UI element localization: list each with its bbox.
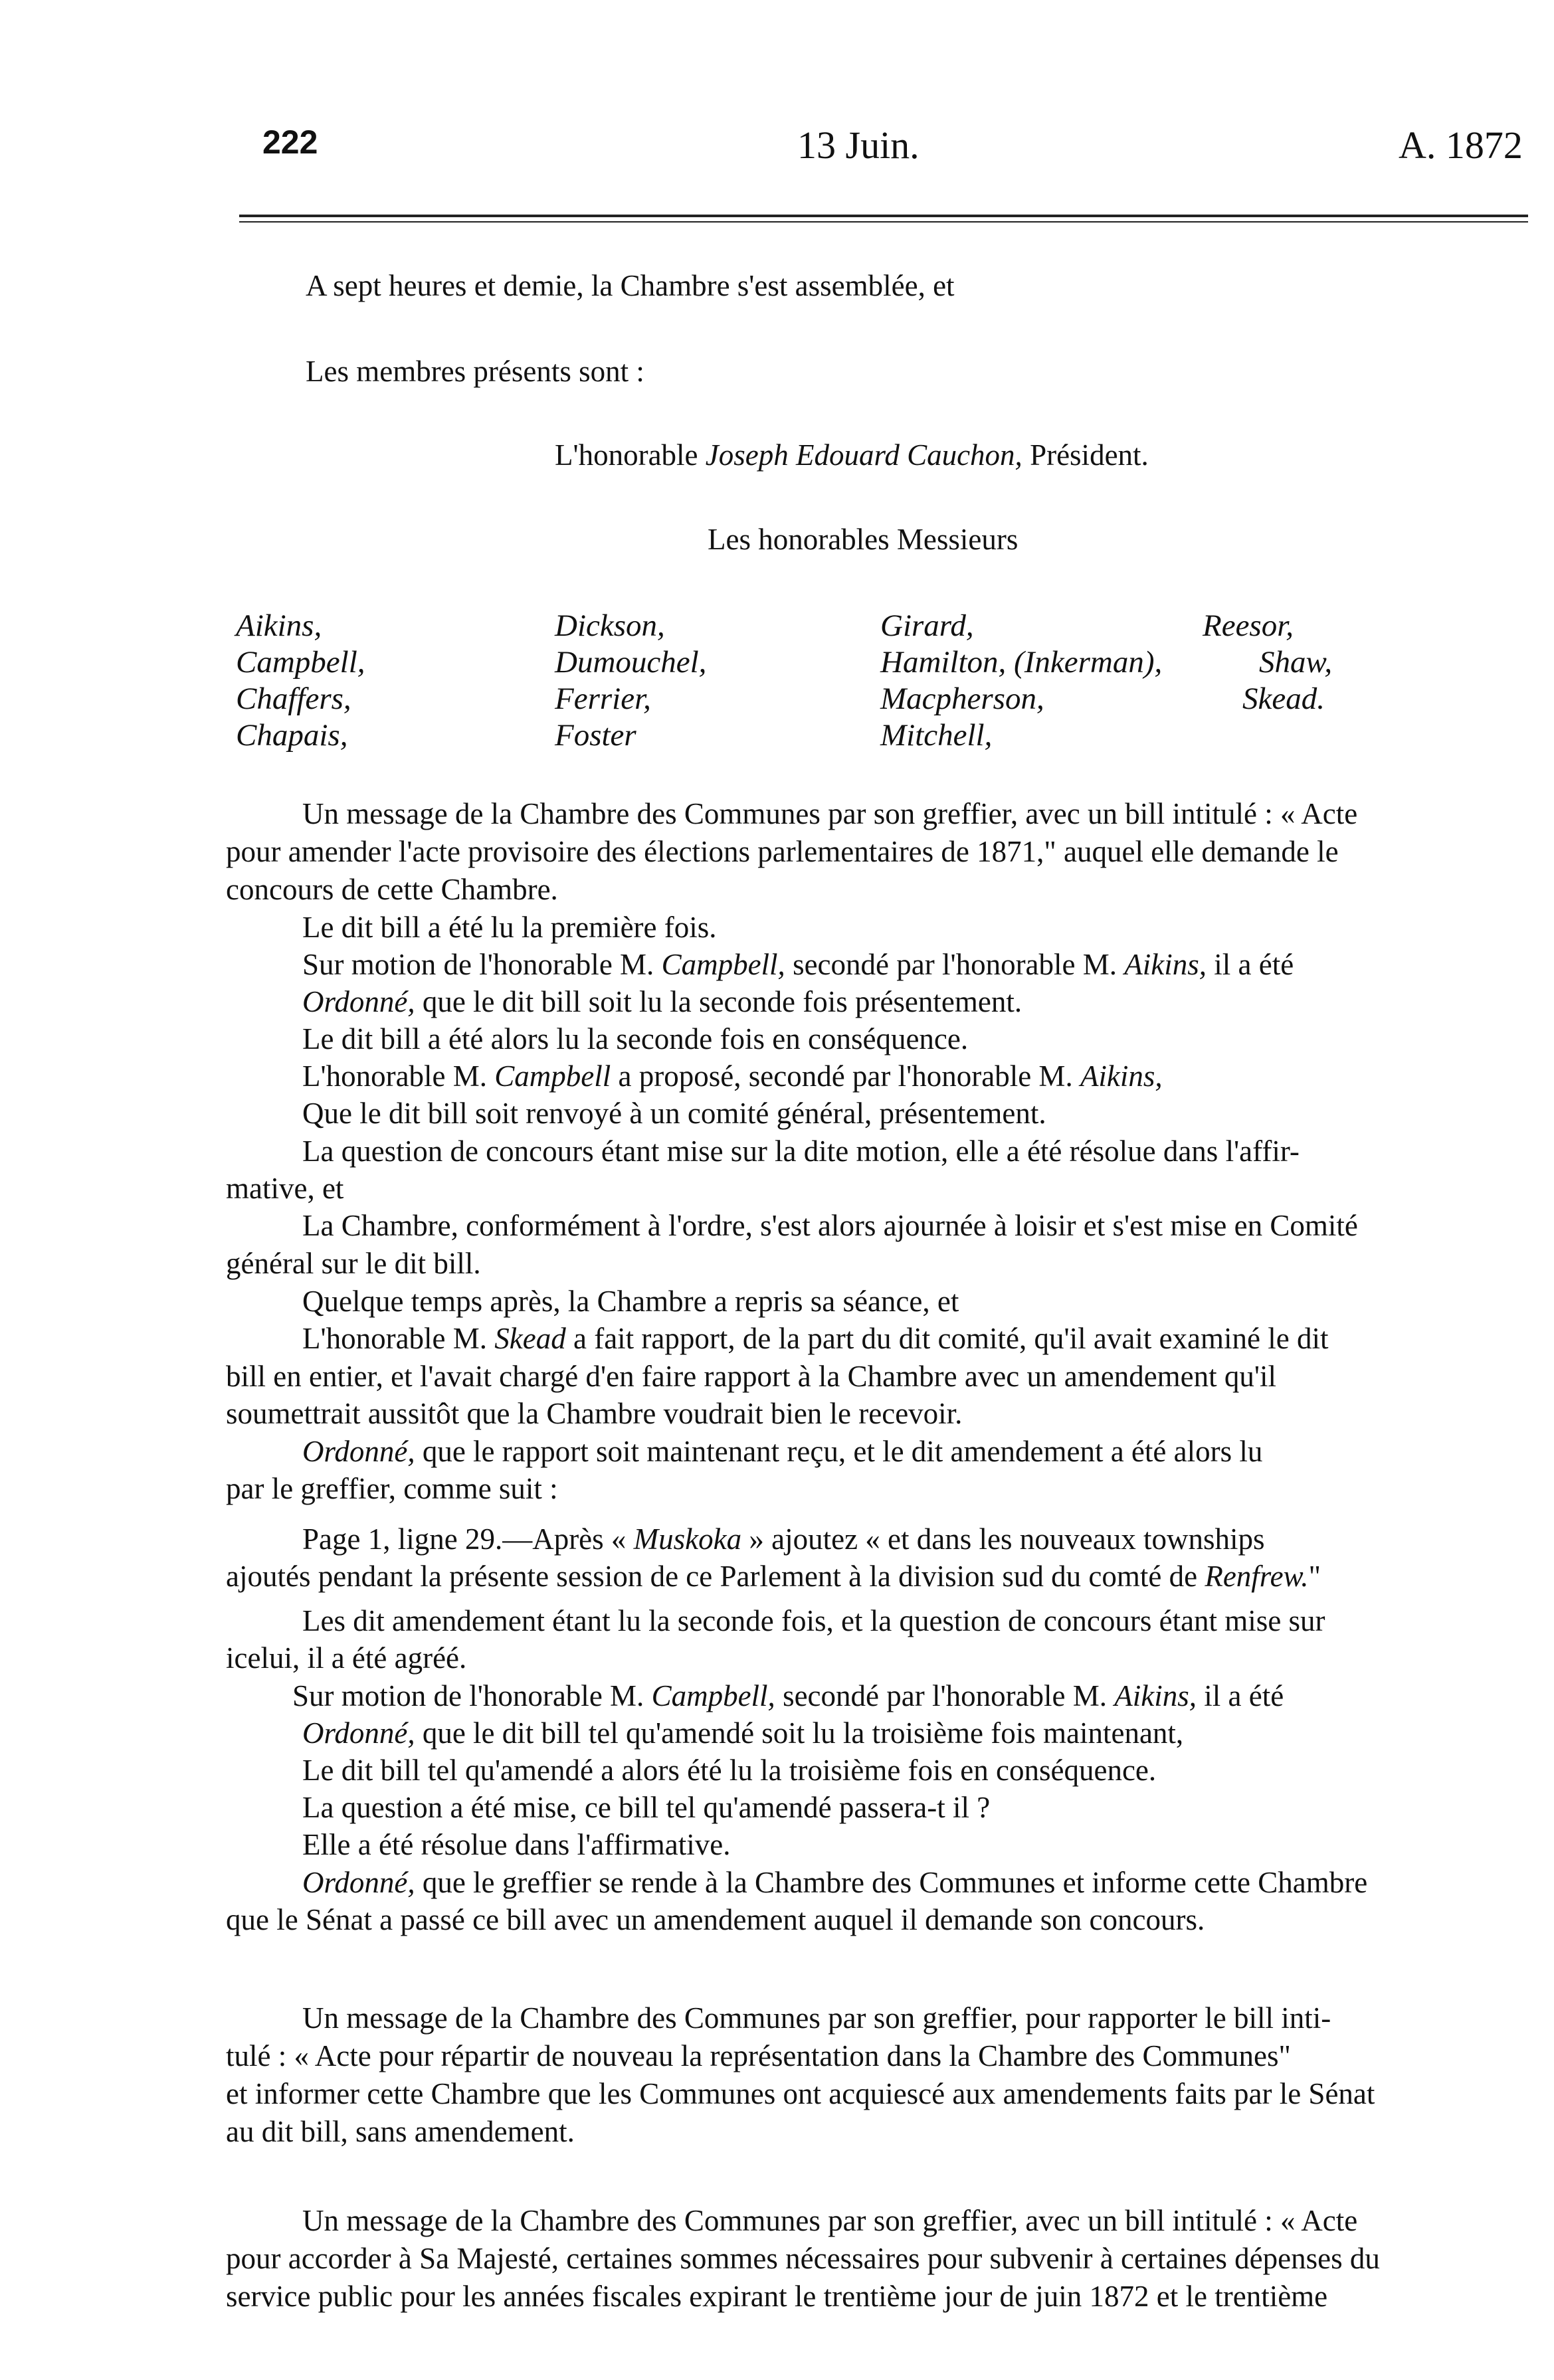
- para1-line: Sur motion de l'honorable M. Campbell, secondé par l'honorable M. Aikins, il a été: [302, 948, 1294, 981]
- para3-line: pour accorder à Sa Majesté, certaines sommes nécessaires pour subvenir à certaines dépenses du: [226, 2242, 1380, 2275]
- member-name: Shaw,: [1259, 645, 1333, 680]
- para1-line: Les dit amendement étant lu la seconde fois, et la question de concours étant mise sur: [302, 1604, 1325, 1637]
- para3-line: service public pour les années fiscales expirant le trentième jour de juin 1872 et le trentième: [226, 2280, 1328, 2313]
- member-name: Dumouchel,: [555, 645, 707, 680]
- member-name: Hamilton, (Inkerman),: [880, 645, 1163, 680]
- page-date: 13 Juin.: [797, 124, 920, 167]
- member-name: Campbell,: [236, 645, 365, 680]
- para1-line: Page 1, ligne 29.—Après « Muskoka » ajoutez « et dans les nouveaux townships: [302, 1522, 1265, 1556]
- para1-line: Le dit bill a été lu la première fois.: [302, 911, 717, 944]
- para1-line: Le dit bill tel qu'amendé a alors été lu la troisième fois en conséquence.: [302, 1754, 1157, 1787]
- member-name: Mitchell,: [880, 718, 993, 753]
- para1-line: Ordonné, que le rapport soit maintenant reçu, et le dit amendement a été alors lu: [302, 1435, 1263, 1468]
- para2-line: et informer cette Chambre que les Communes ont acquiescé aux amendements faits par le Sénat: [226, 2077, 1375, 2110]
- header-rule-bottom: [239, 221, 1528, 223]
- member-name: Reesor,: [1203, 608, 1294, 643]
- member-name: Ferrier,: [555, 682, 651, 716]
- para1-line: ajoutés pendant la présente session de ce Parlement à la division sud du comté de Renfrew.": [226, 1560, 1321, 1593]
- para1-line: bill en entier, et l'avait chargé d'en faire rapport à la Chambre avec un amendement qu'il: [226, 1360, 1277, 1393]
- page-number: 222: [262, 124, 318, 161]
- para1-line: Quelque temps après, la Chambre a repris sa séance, et: [302, 1285, 959, 1318]
- para1-line: Elle a été résolue dans l'affirmative.: [302, 1828, 731, 1861]
- para1-line: concours de cette Chambre.: [226, 873, 558, 906]
- para1-line: Ordonné, que le dit bill tel qu'amendé soit lu la troisième fois maintenant,: [302, 1716, 1184, 1750]
- member-name: Foster: [555, 718, 636, 753]
- para1-line: général sur le dit bill.: [226, 1247, 481, 1280]
- messieurs-line: Les honorables Messieurs: [708, 523, 1019, 556]
- para1-line: mative, et: [226, 1172, 344, 1205]
- para2-line: Un message de la Chambre des Communes par son greffier, pour rapporter le bill inti-: [302, 2001, 1331, 2035]
- para1-line: La Chambre, conformément à l'ordre, s'est alors ajournée à loisir et s'est mise en Comité: [302, 1209, 1358, 1242]
- para1-line: par le greffier, comme suit :: [226, 1472, 558, 1505]
- assembly-line: A sept heures et demie, la Chambre s'est assemblée, et: [306, 269, 955, 302]
- para1-line: La question a été mise, ce bill tel qu'amendé passera-t il ?: [302, 1791, 991, 1824]
- para2-line: au dit bill, sans amendement.: [226, 2115, 575, 2148]
- present-line: Les membres présents sont :: [306, 355, 644, 388]
- para1-line: pour amender l'acte provisoire des élections parlementaires de 1871," auquel elle demande le: [226, 835, 1339, 868]
- para1-line: L'honorable M. Skead a fait rapport, de la part du dit comité, qu'il avait examiné le dit: [302, 1322, 1329, 1355]
- member-name: Chapais,: [236, 718, 348, 753]
- member-name: Dickson,: [555, 608, 665, 643]
- member-name: Chaffers,: [236, 682, 351, 716]
- member-name: Girard,: [880, 608, 974, 643]
- para3-line: Un message de la Chambre des Communes par son greffier, avec un bill intitulé : « Acte: [302, 2204, 1358, 2237]
- member-name: Macpherson,: [880, 682, 1044, 716]
- header-rule-top: [239, 215, 1528, 217]
- para1-line: La question de concours étant mise sur la dite motion, elle a été résolue dans l'affir-: [302, 1135, 1300, 1168]
- para1-line: Ordonné, que le greffier se rende à la Chambre des Communes et informe cette Chambre: [302, 1866, 1368, 1899]
- member-name: Skead.: [1242, 682, 1325, 716]
- para1-line: Que le dit bill soit renvoyé à un comité général, présentement.: [302, 1097, 1046, 1130]
- para2-line: tulé : « Acte pour répartir de nouveau la représentation dans la Chambre des Communes": [226, 2039, 1291, 2072]
- para1-line: icelui, il a été agréé.: [226, 1641, 467, 1675]
- para1-line: que le Sénat a passé ce bill avec un amendement auquel il demande son concours.: [226, 1903, 1205, 1936]
- para1-line: L'honorable M. Campbell a proposé, secondé par l'honorable M. Aikins,: [302, 1059, 1163, 1093]
- para1-line: soumettrait aussitôt que la Chambre voudrait bien le recevoir.: [226, 1397, 963, 1430]
- para1-line: Sur motion de l'honorable M. Campbell, secondé par l'honorable M. Aikins, il a été: [292, 1679, 1284, 1712]
- president-name: Joseph Edouard Cauchon,: [705, 438, 1022, 472]
- page-year: A. 1872: [1399, 124, 1523, 167]
- president-line: L'honorable Joseph Edouard Cauchon, Président.: [555, 438, 1149, 472]
- member-name: Aikins,: [236, 608, 322, 643]
- para1-line: Ordonné, que le dit bill soit lu la seconde fois présentement.: [302, 985, 1022, 1018]
- para1-line: Le dit bill a été alors lu la seconde fois en conséquence.: [302, 1022, 969, 1055]
- para1-line: Un message de la Chambre des Communes par son greffier, avec un bill intitulé : « Acte: [302, 797, 1358, 830]
